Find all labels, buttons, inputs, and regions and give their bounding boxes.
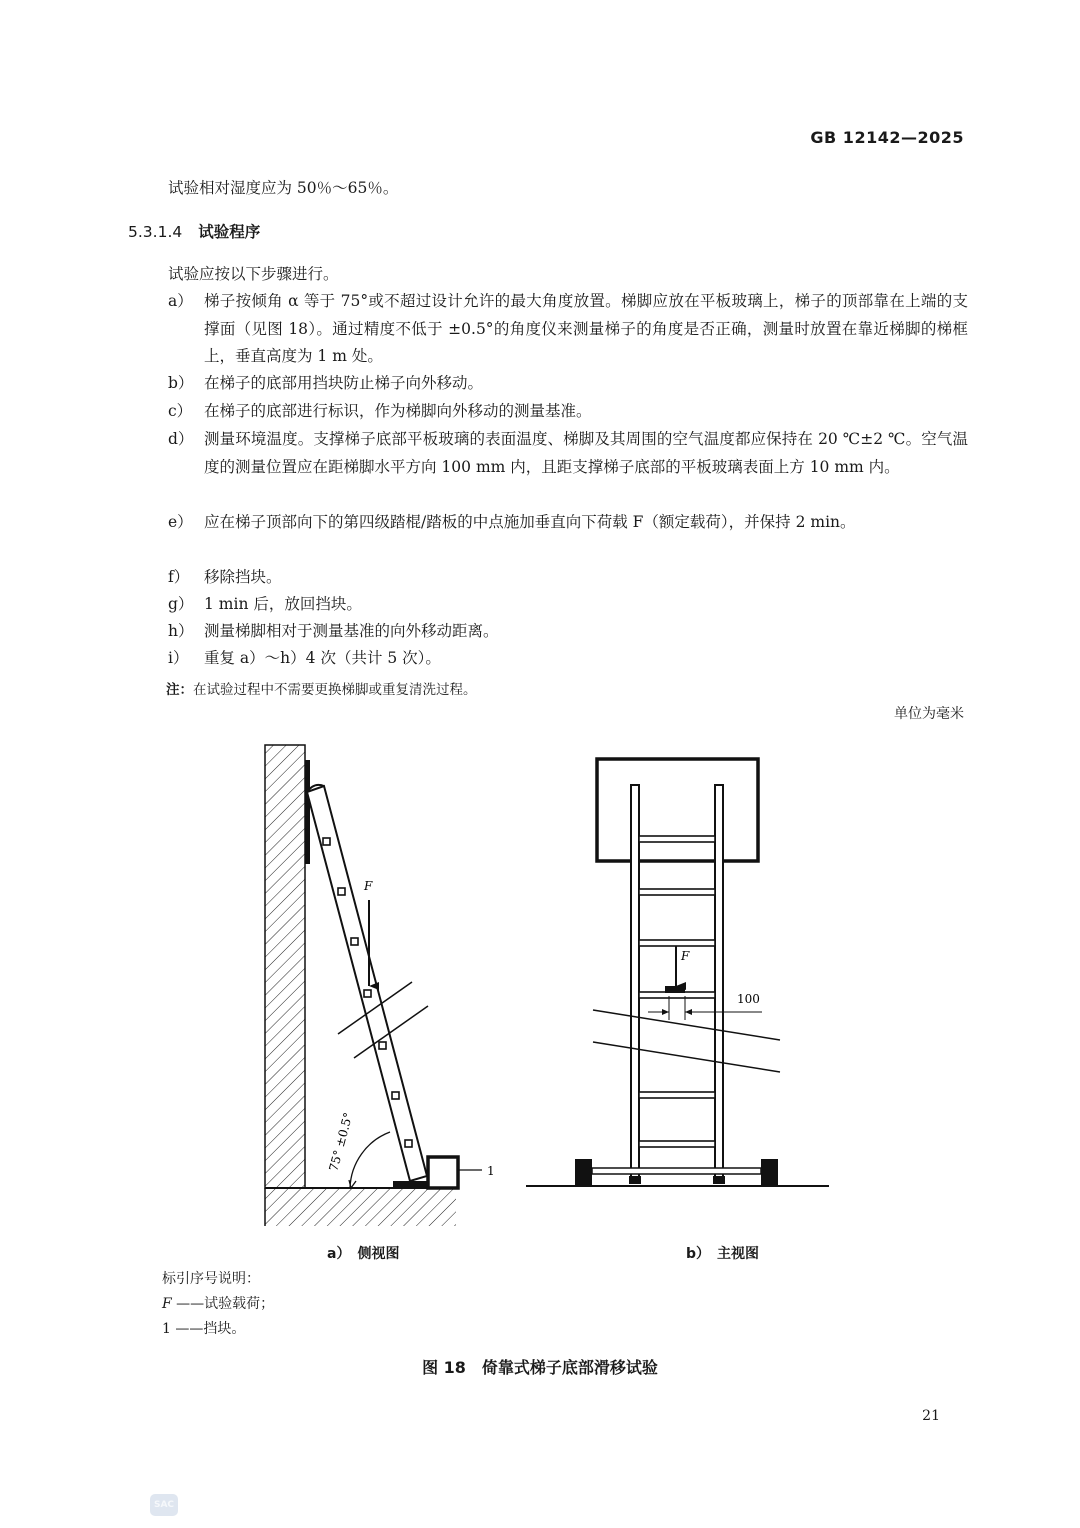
step-marker: g） <box>168 595 194 613</box>
step-text: 重复 a）～h）4 次（共计 5 次）。 <box>204 649 441 667</box>
humidity-line: 试验相对湿度应为 50％～65％。 <box>168 179 399 197</box>
load-pad <box>665 986 685 993</box>
step-marker: i） <box>168 649 189 667</box>
callout-1: 1 <box>487 1164 495 1178</box>
glass-band-edge <box>593 1010 780 1040</box>
section-number: 5.3.1.4 <box>128 223 183 241</box>
legend-item-1 <box>162 1318 245 1338</box>
step-marker: a） <box>168 292 193 310</box>
angle-arc <box>350 1132 390 1188</box>
dimension-100: 100 <box>737 992 760 1006</box>
unit-note: 单位为毫米 <box>894 706 964 722</box>
step-marker: b） <box>168 374 194 392</box>
front-view-caption: b） 主视图 <box>686 1246 760 1262</box>
right-stop-block <box>761 1159 778 1186</box>
step-marker: f） <box>168 568 190 586</box>
step-marker: h） <box>168 622 194 640</box>
left-stop-block <box>575 1159 592 1186</box>
sac-watermark: SAC <box>150 1494 178 1516</box>
top-support-box <box>597 759 758 861</box>
legend-desc: ——挡块。 <box>175 1321 246 1337</box>
step-marker: c） <box>168 402 193 420</box>
hatched-floor <box>265 1188 456 1226</box>
hatched-wall <box>265 745 305 1188</box>
procedure-lead: 试验应按以下步骤进行。 <box>168 265 339 283</box>
note-text: 在试验过程中不需要更换梯脚或重复清洗过程。 <box>193 682 477 698</box>
left-stile <box>631 785 639 1181</box>
step-text: 应在梯子顶部向下的第四级踏棍/踏板的中点施加垂直向下荷载 F（额定载荷），并保持 2 min。 <box>204 513 856 531</box>
step-text: 在梯子的底部用挡块防止梯子向外移动。 <box>204 374 484 392</box>
ladder-foot <box>393 1181 430 1188</box>
top-support-plate <box>305 760 310 864</box>
front-view <box>526 759 829 1186</box>
section-title: 试验程序 <box>198 223 261 241</box>
step-marker: e） <box>168 513 193 531</box>
step-marker: d） <box>168 430 194 448</box>
standard-number: GB 12142—2025 <box>810 128 964 147</box>
note-label: 注： <box>166 682 193 698</box>
step-text: 梯子按倾角 α 等于 75°或不超过设计允许的最大角度放置。梯脚应放在平板玻璃上，梯子的顶部靠在上端的支撑面（见图 18）。通过精度不低于 ±0.5°的角度仪来测量梯子的角度是否正确，测量时放置在靠近梯脚的梯框上，垂直高度为 1 m 处。 <box>204 292 968 365</box>
stop-block <box>428 1157 458 1188</box>
angle-label: 75° ±0.5° <box>326 1110 356 1173</box>
legend-desc: ——试验载荷； <box>176 1296 275 1312</box>
side-view-caption: a） 侧视图 <box>327 1246 400 1262</box>
step-text: 在梯子的底部进行标识，作为梯脚向外移动的测量基准。 <box>204 402 592 420</box>
legend-key: 1 <box>162 1321 171 1337</box>
legend-key: F <box>162 1296 172 1312</box>
figure-title: 图 18 倚靠式梯子底部滑移试验 <box>422 1358 658 1377</box>
step-text: 移除挡块。 <box>204 568 282 586</box>
page-number: 21 <box>922 1408 940 1424</box>
legend-item-f <box>162 1293 274 1313</box>
step-text: 1 min 后，放回挡块。 <box>204 595 362 613</box>
load-label: F <box>681 949 690 963</box>
legend-title: 标引序号说明： <box>162 1271 260 1287</box>
load-label: F <box>364 879 373 893</box>
side-view <box>265 745 495 1226</box>
step-text: 测量梯脚相对于测量基准的向外移动距离。 <box>204 622 499 640</box>
step-text: 测量环境温度。支撑梯子底部平板玻璃的表面温度、梯脚及其周围的空气温度都应保持在 20 ℃±2 ℃。空气温度的测量位置应在距梯脚水平方向 100 mm 内，且距支撑梯子底部的平板玻璃表面上方 10 mm 内。 <box>204 430 968 476</box>
foot-rung <box>592 1168 761 1174</box>
right-stile <box>715 785 723 1181</box>
